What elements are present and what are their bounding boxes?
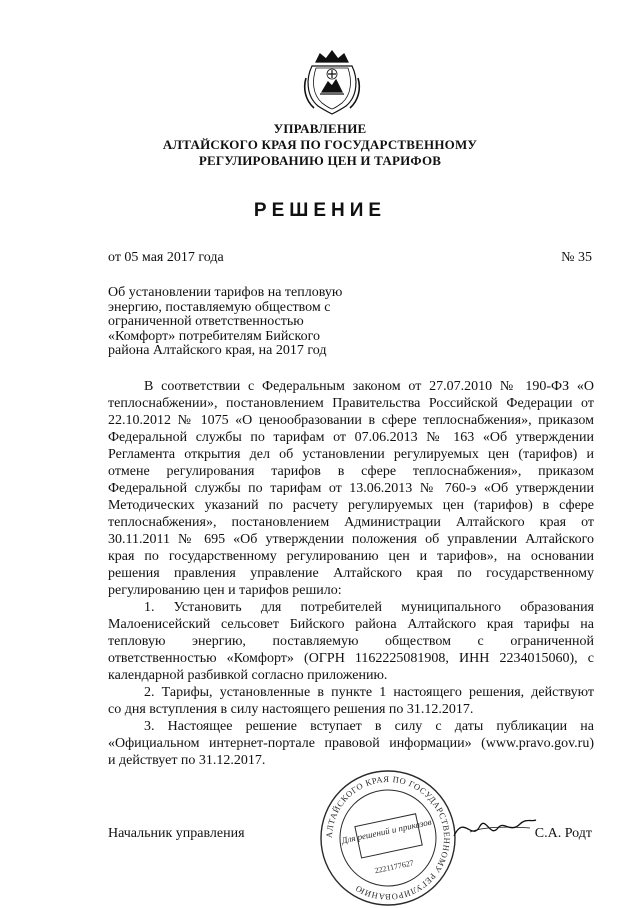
body-line: ответственностью «Комфорт» (ОГРН 1162225081908, ИНН 2234015060), с [108,651,594,666]
body-line: Методических указаний по расчету регулируемых цен (тарифов) в сфере [108,498,594,513]
body-line: и действует по 31.12.2017. [108,753,266,768]
official-round-seal-icon [318,768,458,908]
body-line: Федеральной службы по тарифам от 07.06.2013 № 163 «Об утверждении [108,430,594,445]
document-number: № 35 [561,250,592,265]
signer-title: Начальник управления [108,826,245,841]
stamp-ring-text: АЛТАЙСКОГО КРАЯ ПО ГОСУДАРСТВЕННОМУ РЕГУЛИРОВАНИЮ [323,773,453,903]
org-name-line-3: РЕГУЛИРОВАНИЮ ЦЕН И ТАРИФОВ [198,153,442,168]
body-line: 3. Настоящее решение вступает в силу с даты публикации на [144,719,594,734]
handwritten-signature-icon [450,808,540,848]
document-date: от 05 мая 2017 года [108,250,224,265]
body-line: 1. Установить для потребителей муниципального образования [144,600,594,615]
body-line: отмене регулирования тарифов в сфере теплоснабжения», приказом [108,464,594,479]
document-title: РЕШЕНИЕ [253,200,387,221]
subject-line: «Комфорт» потребителям Бийского [108,328,321,344]
org-name-line-2: АЛТАЙСКОГО КРАЯ ПО ГОСУДАРСТВЕННОМУ [162,137,478,152]
body-line: календарной разбивкой согласно приложению. [108,668,388,683]
body-line: 2. Тарифы, установленные в пункте 1 настоящего решения, действуют [144,685,594,700]
org-name-line-1: УПРАВЛЕНИЕ [273,121,367,136]
body-line: 30.11.2011 № 695 «Об утверждении положения об управлении Алтайского [108,532,594,547]
body-line: В соответствии с Федеральным законом от 27.07.2010 № 190-ФЗ «О [144,379,594,394]
body-line: края по государственному регулированию цен и тарифов», на основании [108,549,594,564]
subject-line: района Алтайского края, на 2017 год [108,343,327,358]
body-line: теплоснабжении», постановлением Правительства Российской Федерации от [108,396,594,411]
subject-line: ограниченной ответственностью [108,314,304,329]
signer-name: С.А. Родт [534,826,592,841]
body-line: тепловую энергию, поставляемую обществом с ограниченной [108,634,594,649]
body-line: регулированию цен и тарифов решило: [108,583,342,598]
document-body [108,378,594,769]
subject-line: Об установлении тарифов на тепловую [108,285,343,300]
body-line: Федеральной службы по тарифам от 13.06.2013 № 760-э «Об утверждении [108,481,594,496]
body-line: со дня вступления в силу настоящего решения по 31.12.2017. [108,702,474,717]
document-subject [108,286,358,359]
stamp-center-text: Для решений и приказов [340,816,433,846]
body-line: теплоснабжения», постановлением Администрации Алтайского края от [108,515,594,530]
body-line: решения правления управление Алтайского края по государственному [108,566,594,581]
subject-line: энергию, поставляемую обществом с [108,299,331,315]
body-line: 22.10.2012 № 1075 «О ценообразовании в сфере теплоснабжения», приказом [108,413,594,428]
body-line: «Официальном интернет-портале правовой информации» (www.pravo.gov.ru) [108,736,594,751]
altai-coat-of-arms-icon [302,48,362,116]
body-line: Регламента открытия дел об установлении регулируемых цен (тарифов) и [108,447,594,462]
stamp-number: 2221177627 [373,858,415,876]
body-line: Малоенисейский сельсовет Бийского района Алтайского края тарифы на [108,617,594,632]
